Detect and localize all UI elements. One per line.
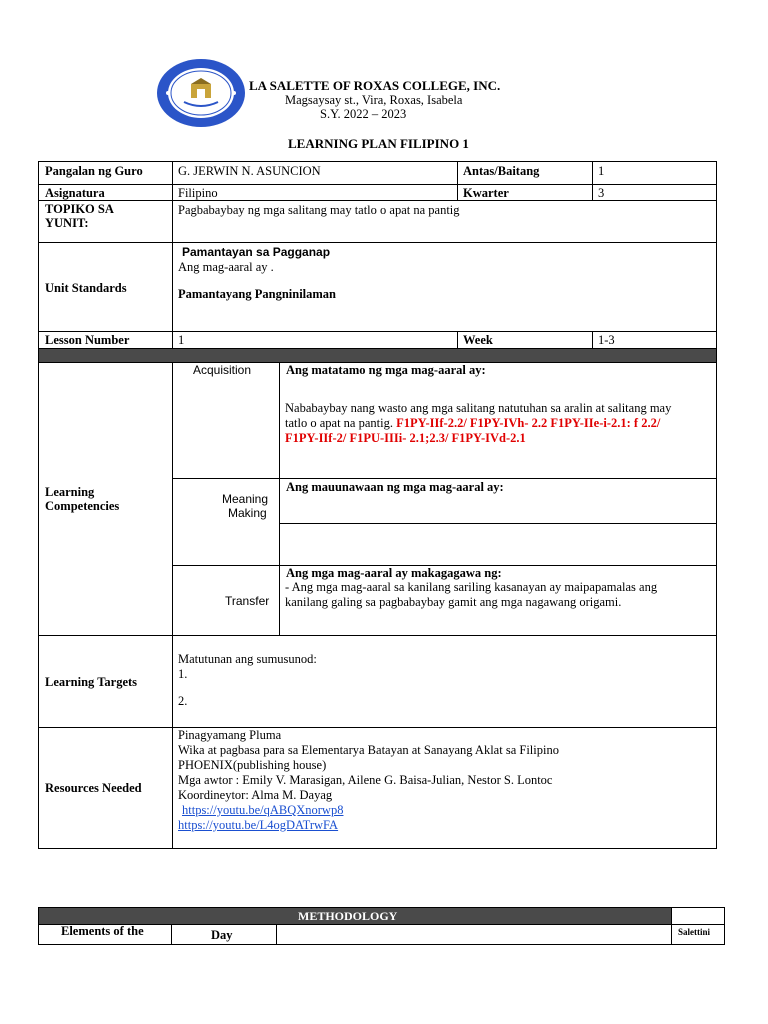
meaning-making-label: Meaning [222,492,269,506]
week-label: Week [463,333,493,347]
unit-standards-label: Unit Standards [45,281,127,295]
content-standard-heading: Pamantayang Pangninilaman [178,287,337,301]
school-seal [156,58,246,128]
subject-value: Filipino [178,186,218,200]
methodology-title: METHODOLOGY [298,909,398,923]
transfer-label: Transfer [225,594,270,608]
school-name: LA SALETTE OF ROXAS COLLEGE, INC. [249,78,501,93]
salettini-label: Salettini [678,927,711,937]
youtube-link-2[interactable]: https://youtu.be/L4ogDATrwFA [178,818,339,832]
acquisition-text-2 [285,416,660,430]
subject-label: Asignatura [45,186,105,200]
elements-of-the-day-label: Elements of the [61,924,144,938]
grade-value: 1 [598,164,605,178]
day-label: Day [211,928,233,942]
target-item-2: 2. [178,694,188,708]
performance-heading: Pamantayan sa Pagganap [182,245,331,259]
topic-label-2: YUNIT: [45,216,89,230]
quarter-label: Kwarter [463,186,509,200]
transfer-text: - Ang mga mag-aaral sa kanilang sariling kasanayan ay maipapamalas ang [285,580,658,594]
transfer-text-2: kanilang galing sa pagbabaybay gamit ang mga nagawang origami. [285,595,622,609]
resource-line: Koordineytor: Alma M. Dayag [178,788,333,802]
competency-codes: F1PY-IIf-2.2/ F1PY-IVh- 2.2 F1PY-IIe-i-2.1: f 2.2/ [396,416,661,430]
competency-codes-2: F1PY-IIf-2/ F1PU-IIIi- 2.1;2.3/ F1PY-IVd-2.1 [285,431,526,445]
school-year: S.Y. 2022 – 2023 [320,107,407,121]
lesson-number-value: 1 [178,333,185,347]
week-value: 1-3 [598,333,615,347]
youtube-link-1[interactable]: https://youtu.be/qABQXnorwp8 [182,803,344,817]
school-address: Magsaysay st., Vira, Roxas, Isabela [285,93,463,107]
resource-line: PHOENIX(publishing house) [178,758,327,772]
meaning-making-label-2: Making [228,506,267,520]
resource-line: Wika at pagbasa para sa Elementarya Batayan at Sanayang Aklat sa Filipino [178,743,559,757]
resource-line: Mga awtor : Emily V. Marasigan, Ailene G. Baisa-Julian, Nestor S. Lontoc [178,773,553,787]
topic-value: Pagbabaybay ng mga salitang may tatlo o apat na pantig [178,203,460,217]
teacher-value: G. JERWIN N. ASUNCION [178,164,321,178]
transfer-heading: Ang mga mag-aaral ay makagagawa ng: [286,566,502,580]
topic-label: TOPIKO SA [45,202,114,216]
learning-targets-label: Learning Targets [45,675,138,689]
performance-text: Ang mag-aaral ay . [178,260,274,274]
acquisition-text-2-plain: tatlo o apat na pantig. [285,416,393,430]
section-divider-band [39,349,716,362]
lesson-number-label: Lesson Number [45,333,130,347]
teacher-label: Pangalan ng Guro [45,164,143,178]
quarter-value: 3 [598,186,605,200]
plan-title: LEARNING PLAN FILIPINO 1 [288,136,469,151]
targets-intro: Matutunan ang sumusunod: [178,652,317,666]
competencies-label: Learning [45,485,95,499]
acquisition-label: Acquisition [193,363,252,377]
target-item-1: 1. [178,667,188,681]
competencies-label-2: Competencies [45,499,120,513]
meaning-heading: Ang mauunawaan ng mga mag-aaral ay: [286,480,504,494]
acquisition-text: Nababaybay nang wasto ang mga salitang natutuhan sa aralin at salitang may [285,401,672,415]
acquisition-heading: Ang matatamo ng mga mag-aaral ay: [286,363,486,377]
resource-line: Pinagyamang Pluma [178,728,282,742]
resources-label: Resources Needed [45,781,142,795]
grade-label: Antas/Baitang [463,164,540,178]
